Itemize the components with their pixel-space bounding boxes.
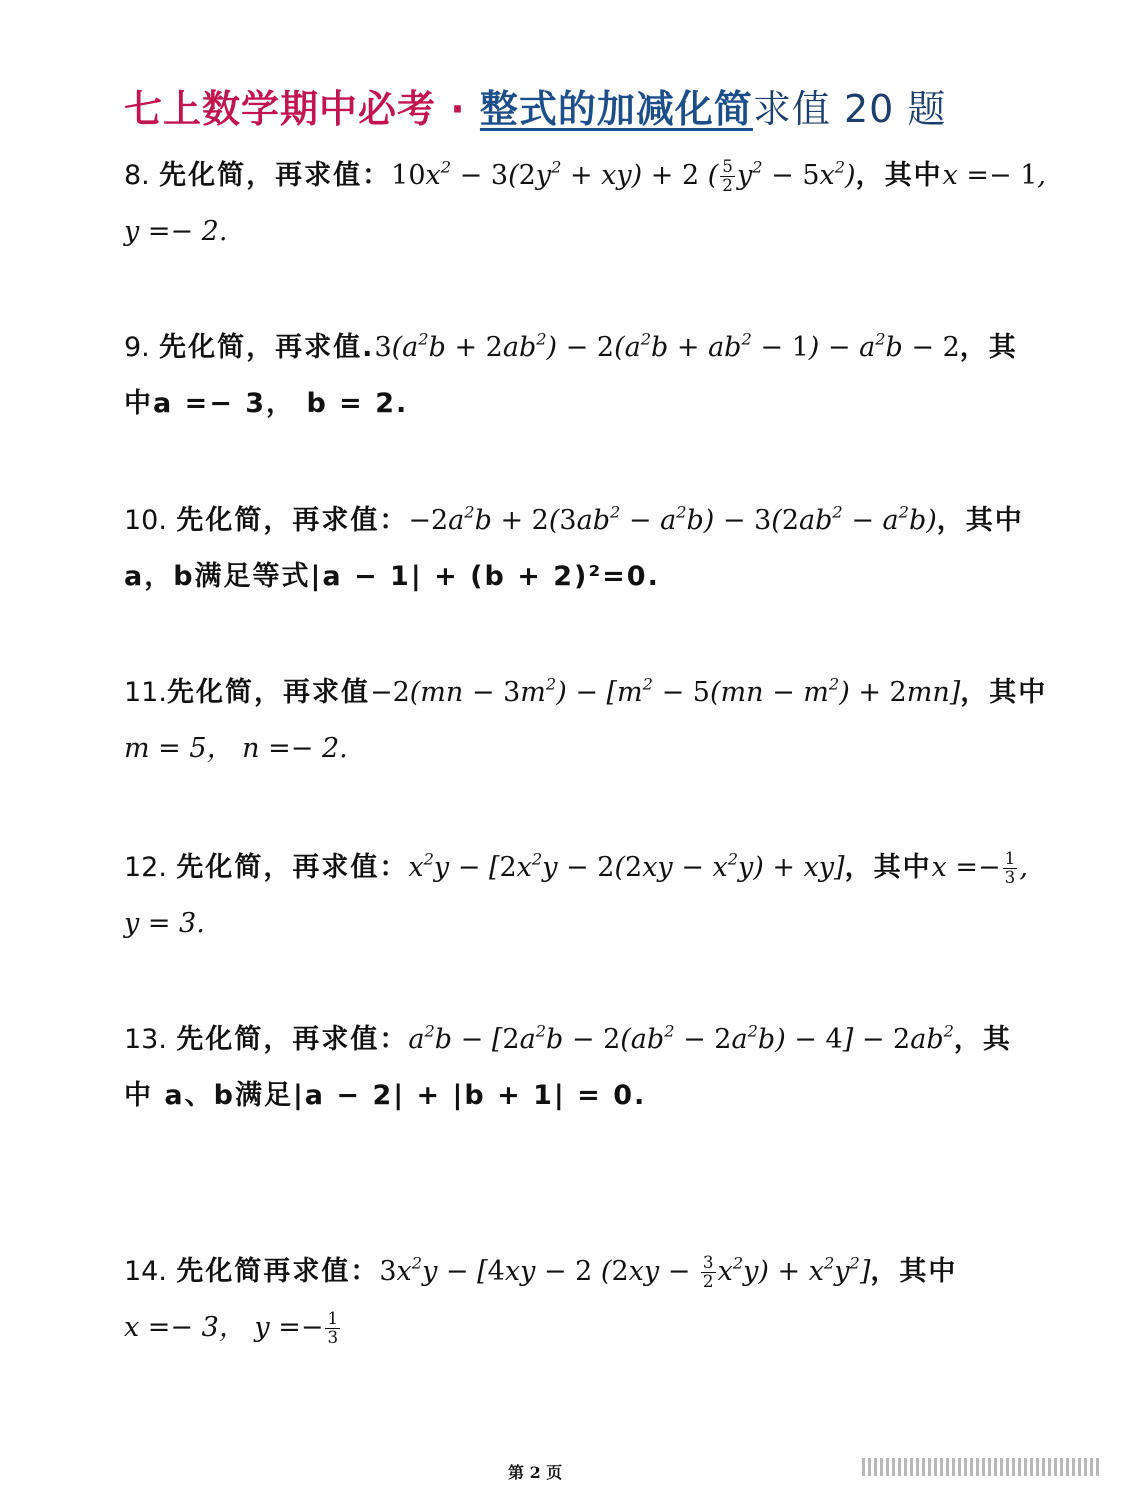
problem-13 bbox=[124, 1012, 1024, 1124]
problem-number: 11. bbox=[124, 677, 167, 708]
problem-12 bbox=[124, 840, 1028, 952]
problem-tail: ，其中 bbox=[960, 677, 1048, 708]
given-x: x =− 1, bbox=[942, 160, 1047, 191]
problem-instruction: 先化简，再求值 bbox=[166, 677, 370, 708]
title-part-2: 整式的加减化简 bbox=[479, 87, 753, 131]
problem-tail: ，其中 bbox=[870, 1256, 958, 1287]
footer-decoration bbox=[862, 1456, 1112, 1478]
problem-instruction: 先化简，再求值： bbox=[176, 852, 409, 883]
given-y-fraction: $\frac{1}{3}$ bbox=[327, 1308, 339, 1347]
problem-tail: ，其中 bbox=[855, 160, 943, 191]
problem-tail: ，其 bbox=[953, 1024, 1012, 1055]
problem-condition: y =− 2. bbox=[124, 216, 228, 247]
problem-condition: x =− 3， y =− bbox=[124, 1312, 324, 1343]
problem-tail: ，其中 bbox=[844, 852, 932, 883]
problem-number: 12. bbox=[124, 852, 167, 883]
problem-number: 14. bbox=[124, 1256, 167, 1287]
problem-instruction: 先化简，再求值： bbox=[176, 505, 409, 536]
problem-number: 8. bbox=[124, 160, 150, 191]
page-title bbox=[124, 78, 1024, 133]
given-x: x =− $\frac{1}{3}$ , bbox=[931, 848, 1028, 887]
problem-tail: ，其中 bbox=[936, 505, 1024, 536]
math-expression: $-2a^2b + 2(3ab^2 - a^2b) - 3(2ab^2 - a^2b)$ bbox=[408, 502, 937, 536]
math-expression: $x^2y - [2x^2y - 2(2xy - x^2y) + xy]$ bbox=[408, 849, 845, 883]
problem-instruction: 先化简再求值： bbox=[176, 1256, 380, 1287]
math-expression: $3(a^2b + 2ab^2) - 2(a^2b + ab^2 - 1) - a^2b - 2$ bbox=[374, 329, 960, 363]
problem-instruction: 先化简，再求值. bbox=[159, 332, 375, 363]
title-part-1: 七上数学期中必考 · bbox=[124, 87, 480, 131]
problem-9 bbox=[124, 320, 1024, 432]
problem-number: 10. bbox=[124, 505, 167, 536]
title-part-3: 求值 20 题 bbox=[752, 87, 947, 131]
problem-condition: a，b满足等式|a − 1| + (b + 2)²=0. bbox=[124, 561, 660, 592]
problem-tail: ，其 bbox=[959, 332, 1018, 363]
problem-number: 9. bbox=[124, 332, 150, 363]
math-expression: $10x^2 - 3(2y^2 + xy) + 2$ ( $\frac{5}{2}$ $y^2 - 5x^2$) bbox=[391, 156, 856, 195]
problem-condition: 中a =− 3， b = 2. bbox=[124, 388, 409, 419]
problem-condition: m = 5， n =− 2. bbox=[124, 733, 348, 764]
problem-14 bbox=[124, 1244, 1024, 1356]
problem-condition: y = 3. bbox=[124, 908, 205, 939]
problem-11 bbox=[124, 665, 1048, 777]
math-expression: $-2(mn - 3m^2) - [m^2 - 5(mn - m^2) + 2mn]$ bbox=[369, 674, 961, 708]
problem-instruction: 先化简，再求值： bbox=[159, 160, 392, 191]
problem-8 bbox=[124, 148, 1047, 260]
problem-instruction: 先化简，再求值： bbox=[176, 1024, 409, 1055]
problem-condition: 中 a、b满足|a − 2| + |b + 1| = 0. bbox=[124, 1080, 647, 1111]
problem-10 bbox=[124, 493, 1024, 605]
math-expression: $a^2b - [2a^2b - 2(ab^2 - 2a^2b) - 4] - 2ab^2$ bbox=[408, 1021, 954, 1055]
page-number: 第 2 页 bbox=[508, 1463, 563, 1482]
math-expression: $3x^2y - [4xy - 2$ (2xy − $\frac{3}{2}$ $x^2y) + x^2y^2$] bbox=[379, 1252, 871, 1291]
problem-number: 13. bbox=[124, 1024, 167, 1055]
